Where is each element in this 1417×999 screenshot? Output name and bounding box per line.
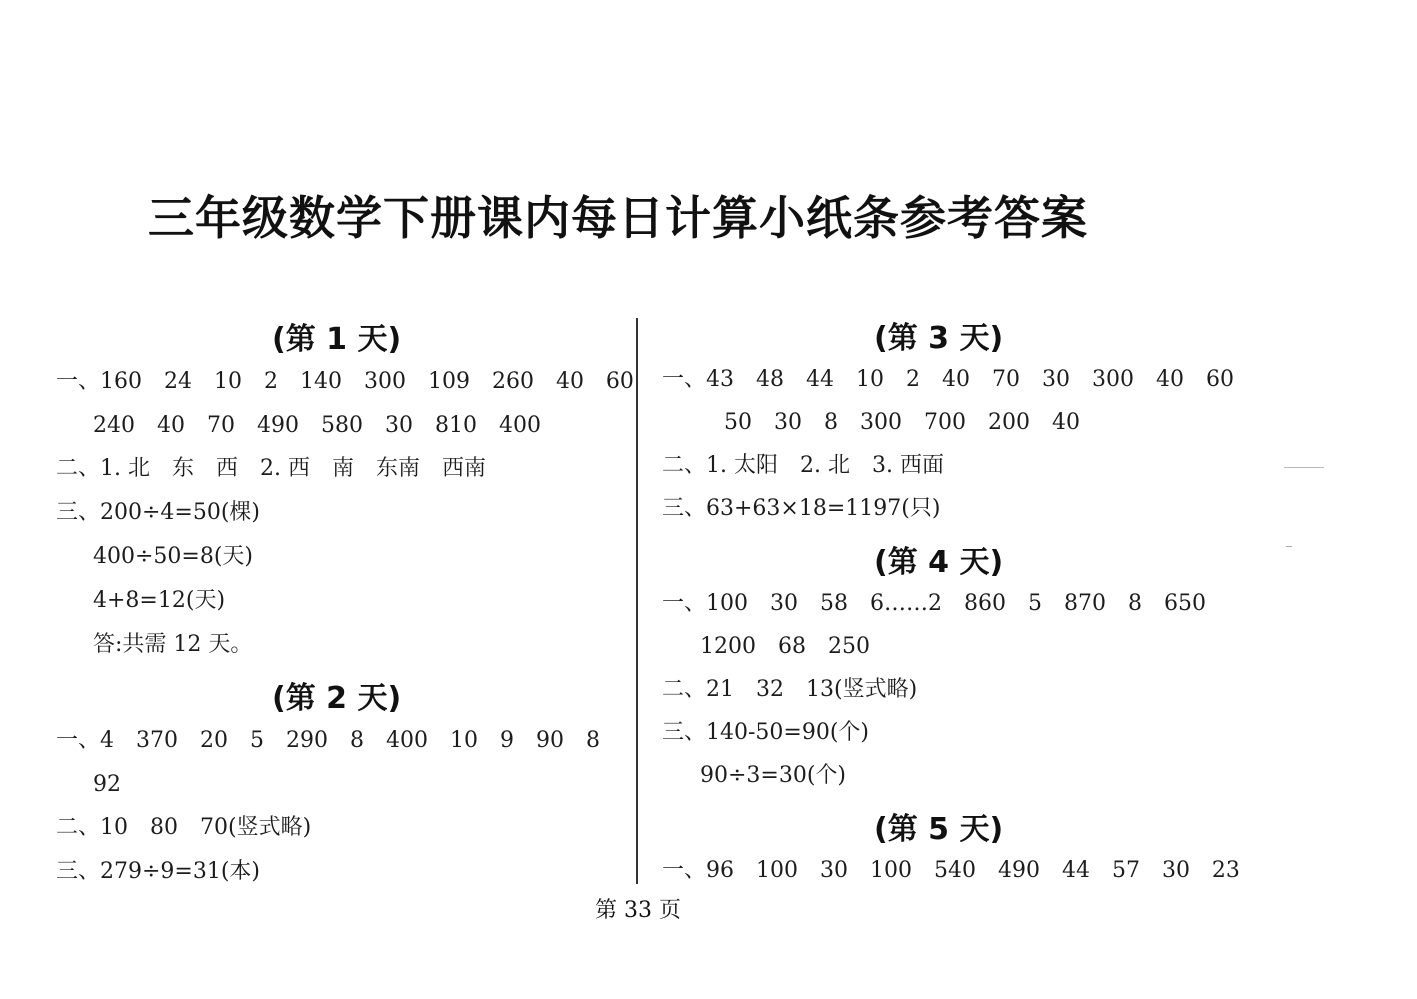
day3-line2: 50 30 8 300 700 200 40	[724, 410, 1080, 435]
day4-header: (第 4 天)	[874, 545, 1004, 580]
day1-line3: 二、1. 北 东 西 2. 西 南 东南 西南	[56, 456, 486, 481]
page-number: 第 33 页	[595, 898, 681, 923]
page-title: 三年级数学下册课内每日计算小纸条参考答案	[148, 191, 1088, 245]
column-divider	[636, 318, 638, 884]
day2-line1: 一、4 370 20 5 290 8 400 10 9 90 8	[56, 728, 600, 753]
day1-line7: 答:共需 12 天。	[93, 632, 253, 657]
day4-line3: 二、21 32 13(竖式略)	[662, 677, 918, 702]
day3-header: (第 3 天)	[874, 321, 1004, 356]
day4-line4: 三、140-50=90(个)	[662, 720, 870, 745]
day1-line5: 400÷50=8(天)	[93, 544, 254, 569]
scan-speck	[1286, 546, 1292, 547]
day5-line1: 一、96 100 30 100 540 490 44 57 30 23	[662, 858, 1240, 883]
day5-header: (第 5 天)	[874, 812, 1004, 847]
day3-line3: 二、1. 太阳 2. 北 3. 西面	[662, 453, 944, 478]
day3-line4: 三、63+63×18=1197(只)	[662, 496, 941, 521]
day2-line2: 92	[93, 772, 121, 797]
scan-speck	[1284, 467, 1324, 468]
day2-line3: 二、10 80 70(竖式略)	[56, 815, 312, 840]
day1-line4: 三、200÷4=50(棵)	[56, 500, 261, 525]
day1-line6: 4+8=12(天)	[93, 588, 226, 613]
day4-line1: 一、100 30 58 6……2 860 5 870 8 650	[662, 591, 1206, 616]
day2-header: (第 2 天)	[272, 681, 402, 716]
day2-line4: 三、279÷9=31(本)	[56, 859, 261, 884]
day3-line1: 一、43 48 44 10 2 40 70 30 300 40 60	[662, 367, 1234, 392]
day1-line1: 一、160 24 10 2 140 300 109 260 40 60	[56, 369, 634, 394]
day1-line2: 240 40 70 490 580 30 810 400	[93, 413, 541, 438]
day4-line2: 1200 68 250	[700, 634, 870, 659]
day4-line5: 90÷3=30(个)	[700, 763, 847, 788]
day1-header: (第 1 天)	[272, 322, 402, 357]
